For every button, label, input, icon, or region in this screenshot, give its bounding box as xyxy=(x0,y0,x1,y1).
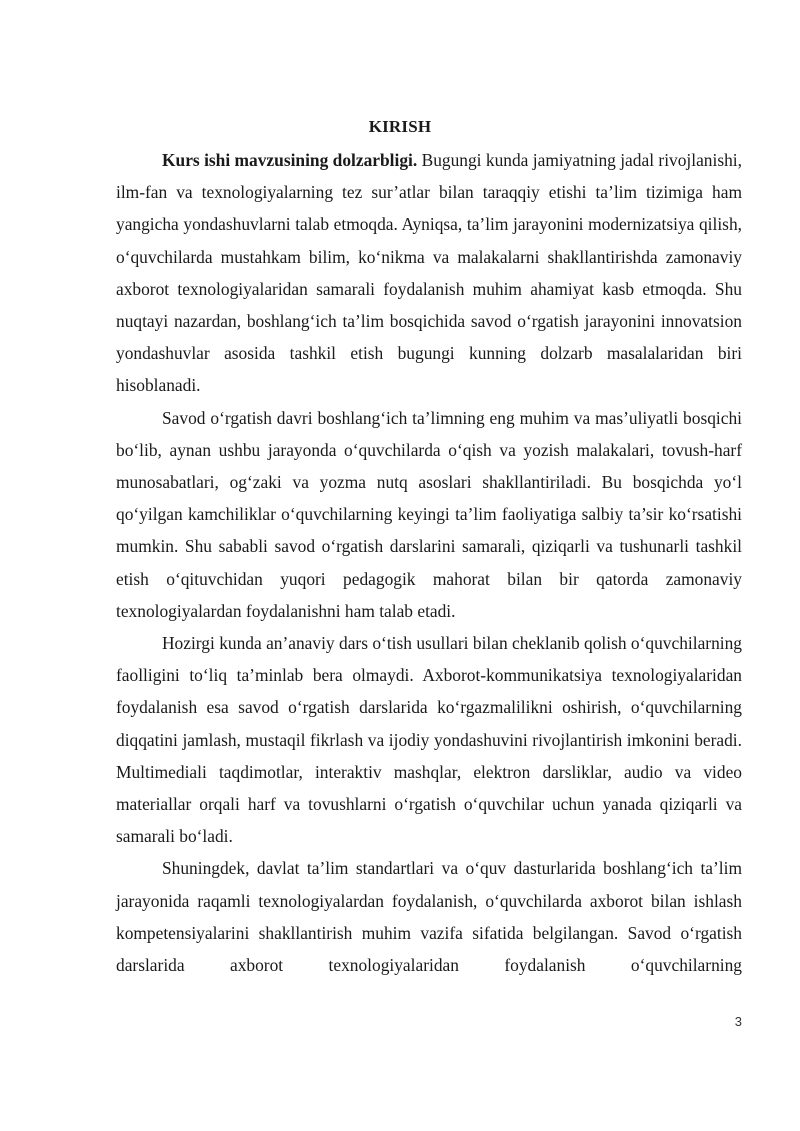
paragraph-ict-usage: Hozirgi kunda an’anaviy dars o‘tish usullari bilan cheklanib qolish o‘quvchilarning faolligini to‘liq ta’minlab bera olmaydi. Axborot-kommunikatsiya texnologiyalaridan foydalanish esa savod o‘rgatish darslarida ko‘rgazmalilikni oshirish, o‘quvchilarning diqqatini jamlash, mustaqil fikrlash va ijodiy yondashuvini rivojlantirish imkonini beradi. Multimediali taqdimotlar, interaktiv mashqlar, elektron darsliklar, audio va video materiallar orqali harf va tovushlarni o‘rgatish o‘quvchilar uchun yanada qiziqarli va samarali bo‘ladi. xyxy=(116,633,742,847)
page-number: 3 xyxy=(734,1014,742,1029)
section-heading: KIRISH xyxy=(368,117,432,136)
paragraph-lead: Kurs ishi mavzusining dolzarbligi. xyxy=(162,150,418,170)
paragraph-standards: Shuningdek, davlat ta’lim standartlari va o‘quv dasturlarida boshlang‘ich ta’lim jarayonida raqamli texnologiyalardan foydalanish, o‘quvchilarda axborot bilan ishlash kompetensiyalarini shakllantirish muhim vazifa sifatida belgilangan. Savod o‘rgatish darslarida axborot texnologiyalaridan foydalanish o‘quvchilarning xyxy=(116,858,742,976)
paragraph-text: Bugungi kunda jamiyatning jadal rivojlanishi, ilm-fan va texnologiyalarning tez sur’atlar bilan taraqqiy etishi ta’lim tizimiga ham yangicha yondashuvlarni talab etmoqda. Ayniqsa, ta’lim jarayonini modernizatsiya qilish, o‘quvchilarda mustahkam bilim, ko‘nikma va malakalarni shakllantirishda zamonaviy axborot texnologiyalaridan samarali foydalanish muhim ahamiyat kasb etmoqda. Shu nuqtayi nazardan, boshlang‘ich ta’lim bosqichida savod o‘rgatish jarayonini innovatsion yondashuvlar asosida tashkil etish bugungi kunning dolzarb masalalaridan biri hisoblanadi. xyxy=(116,150,742,396)
paragraph-relevance xyxy=(116,144,742,402)
paragraph-literacy-period: Savod o‘rgatish davri boshlang‘ich ta’limning eng muhim va mas’uliyatli bosqichi bo‘lib, aynan ushbu jarayonda o‘quvchilarda o‘qish va yozish malakalari, tovush-harf munosabatlari, og‘zaki va yozma nutq asoslari shakllantiriladi. Bu bosqichda yo‘l qo‘yilgan kamchiliklar o‘quvchilarning keyingi ta’lim faoliyatiga salbiy ta’sir ko‘rsatishi mumkin. Shu sababli savod o‘rgatish darslarini samarali, qiziqarli va tushunarli tashkil etish o‘qituvchidan yuqori pedagogik mahorat bilan bir qatorda zamonaviy texnologiyalardan foydalanishni ham talab etadi. xyxy=(116,407,742,621)
body-text xyxy=(116,144,742,981)
